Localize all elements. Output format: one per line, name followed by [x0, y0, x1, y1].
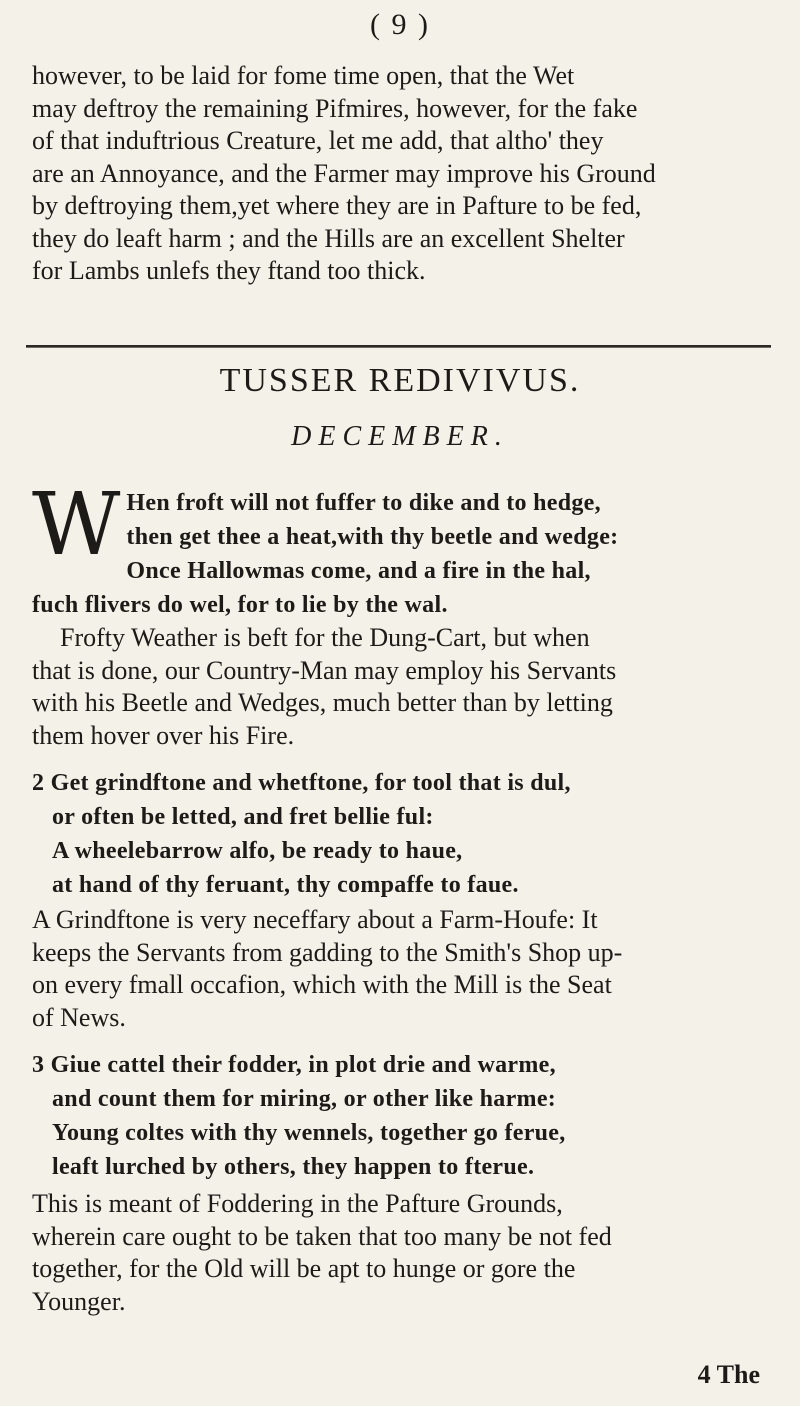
text-line: A Grindftone is very neceffary about a Farm-Houfe: It — [32, 905, 598, 934]
catchword: 4 The — [697, 1360, 760, 1389]
verse-line: at hand of thy feruant, thy compaffe to faue. — [52, 872, 519, 898]
text-line: however, to be laid for fome time open, that the Wet — [32, 61, 575, 90]
verse-line: and count them for miring, or other like harme: — [52, 1086, 557, 1112]
verse-line: or often be letted, and fret bellie ful: — [52, 804, 434, 830]
text-line: them hover over his Fire. — [32, 720, 295, 750]
text-line: of News. — [32, 1002, 126, 1032]
commentary-1 — [32, 622, 772, 752]
text-line: may deftroy the remaining Pifmires, however, for the fake — [32, 93, 638, 123]
verse-line: Once Hallowmas come, and a fire in the hal, — [126, 558, 591, 584]
text-line: Frofty Weather is beft for the Dung-Cart, but when — [60, 623, 590, 652]
drop-cap: W — [32, 475, 121, 575]
text-line: on every fmall occafion, which with the Mill is the Seat — [32, 970, 612, 999]
text-line: This is meant of Foddering in the Pafture Grounds, — [32, 1189, 563, 1218]
text-line: with his Beetle and Wedges, much better than by letting — [32, 688, 613, 717]
text-line: Younger. — [32, 1286, 126, 1316]
verse-1 — [32, 475, 772, 622]
section-divider — [26, 345, 771, 348]
commentary-3 — [32, 1188, 772, 1318]
section-title: TUSSER REDIVIVUS. — [219, 362, 581, 399]
verse-line: leaft lurched by others, they happen to fterue. — [52, 1154, 535, 1180]
text-line: together, for the Old will be apt to hunge or gore the — [32, 1254, 576, 1283]
text-line: for Lambs unlefs they ftand too thick. — [32, 256, 426, 285]
verse-line: Young coltes with thy wennels, together go ferue, — [52, 1120, 566, 1146]
text-line: keeps the Servants from gadding to the Smith's Shop up- — [32, 937, 623, 967]
text-line: of that induftrious Creature, let me add, that altho' they — [32, 126, 604, 155]
text-line: that is done, our Country-Man may employ his Servants — [32, 655, 617, 685]
verse-line: Hen froft will not fuffer to dike and to hedge, — [126, 490, 601, 516]
verse-line: fuch flivers do wel, for to lie by the wal. — [32, 592, 448, 618]
verse-line: 3 Giue cattel their fodder, in plot drie and warme, — [32, 1052, 556, 1078]
verse-line: 2 Get grindftone and whetftone, for tool that is dul, — [32, 770, 571, 796]
verse-line: A wheelebarrow alfo, be ready to haue, — [52, 838, 463, 864]
month-heading: DECEMBER. — [291, 421, 509, 452]
text-line: are an Annoyance, and the Farmer may improve his Ground — [32, 158, 656, 188]
text-line: wherein care ought to be taken that too many be not fed — [32, 1221, 612, 1251]
verse-line: then get thee a heat,with thy beetle and wedge: — [126, 524, 619, 550]
verse-2 — [32, 766, 772, 902]
text-line: by deftroying them,yet where they are in Pafture to be fed, — [32, 191, 642, 220]
commentary-2 — [32, 904, 772, 1034]
text-line: they do leaft harm ; and the Hills are an excellent Shelter — [32, 223, 625, 253]
page-number: ( 9 ) — [370, 8, 430, 41]
intro-paragraph — [32, 60, 772, 288]
verse-3 — [32, 1048, 772, 1184]
